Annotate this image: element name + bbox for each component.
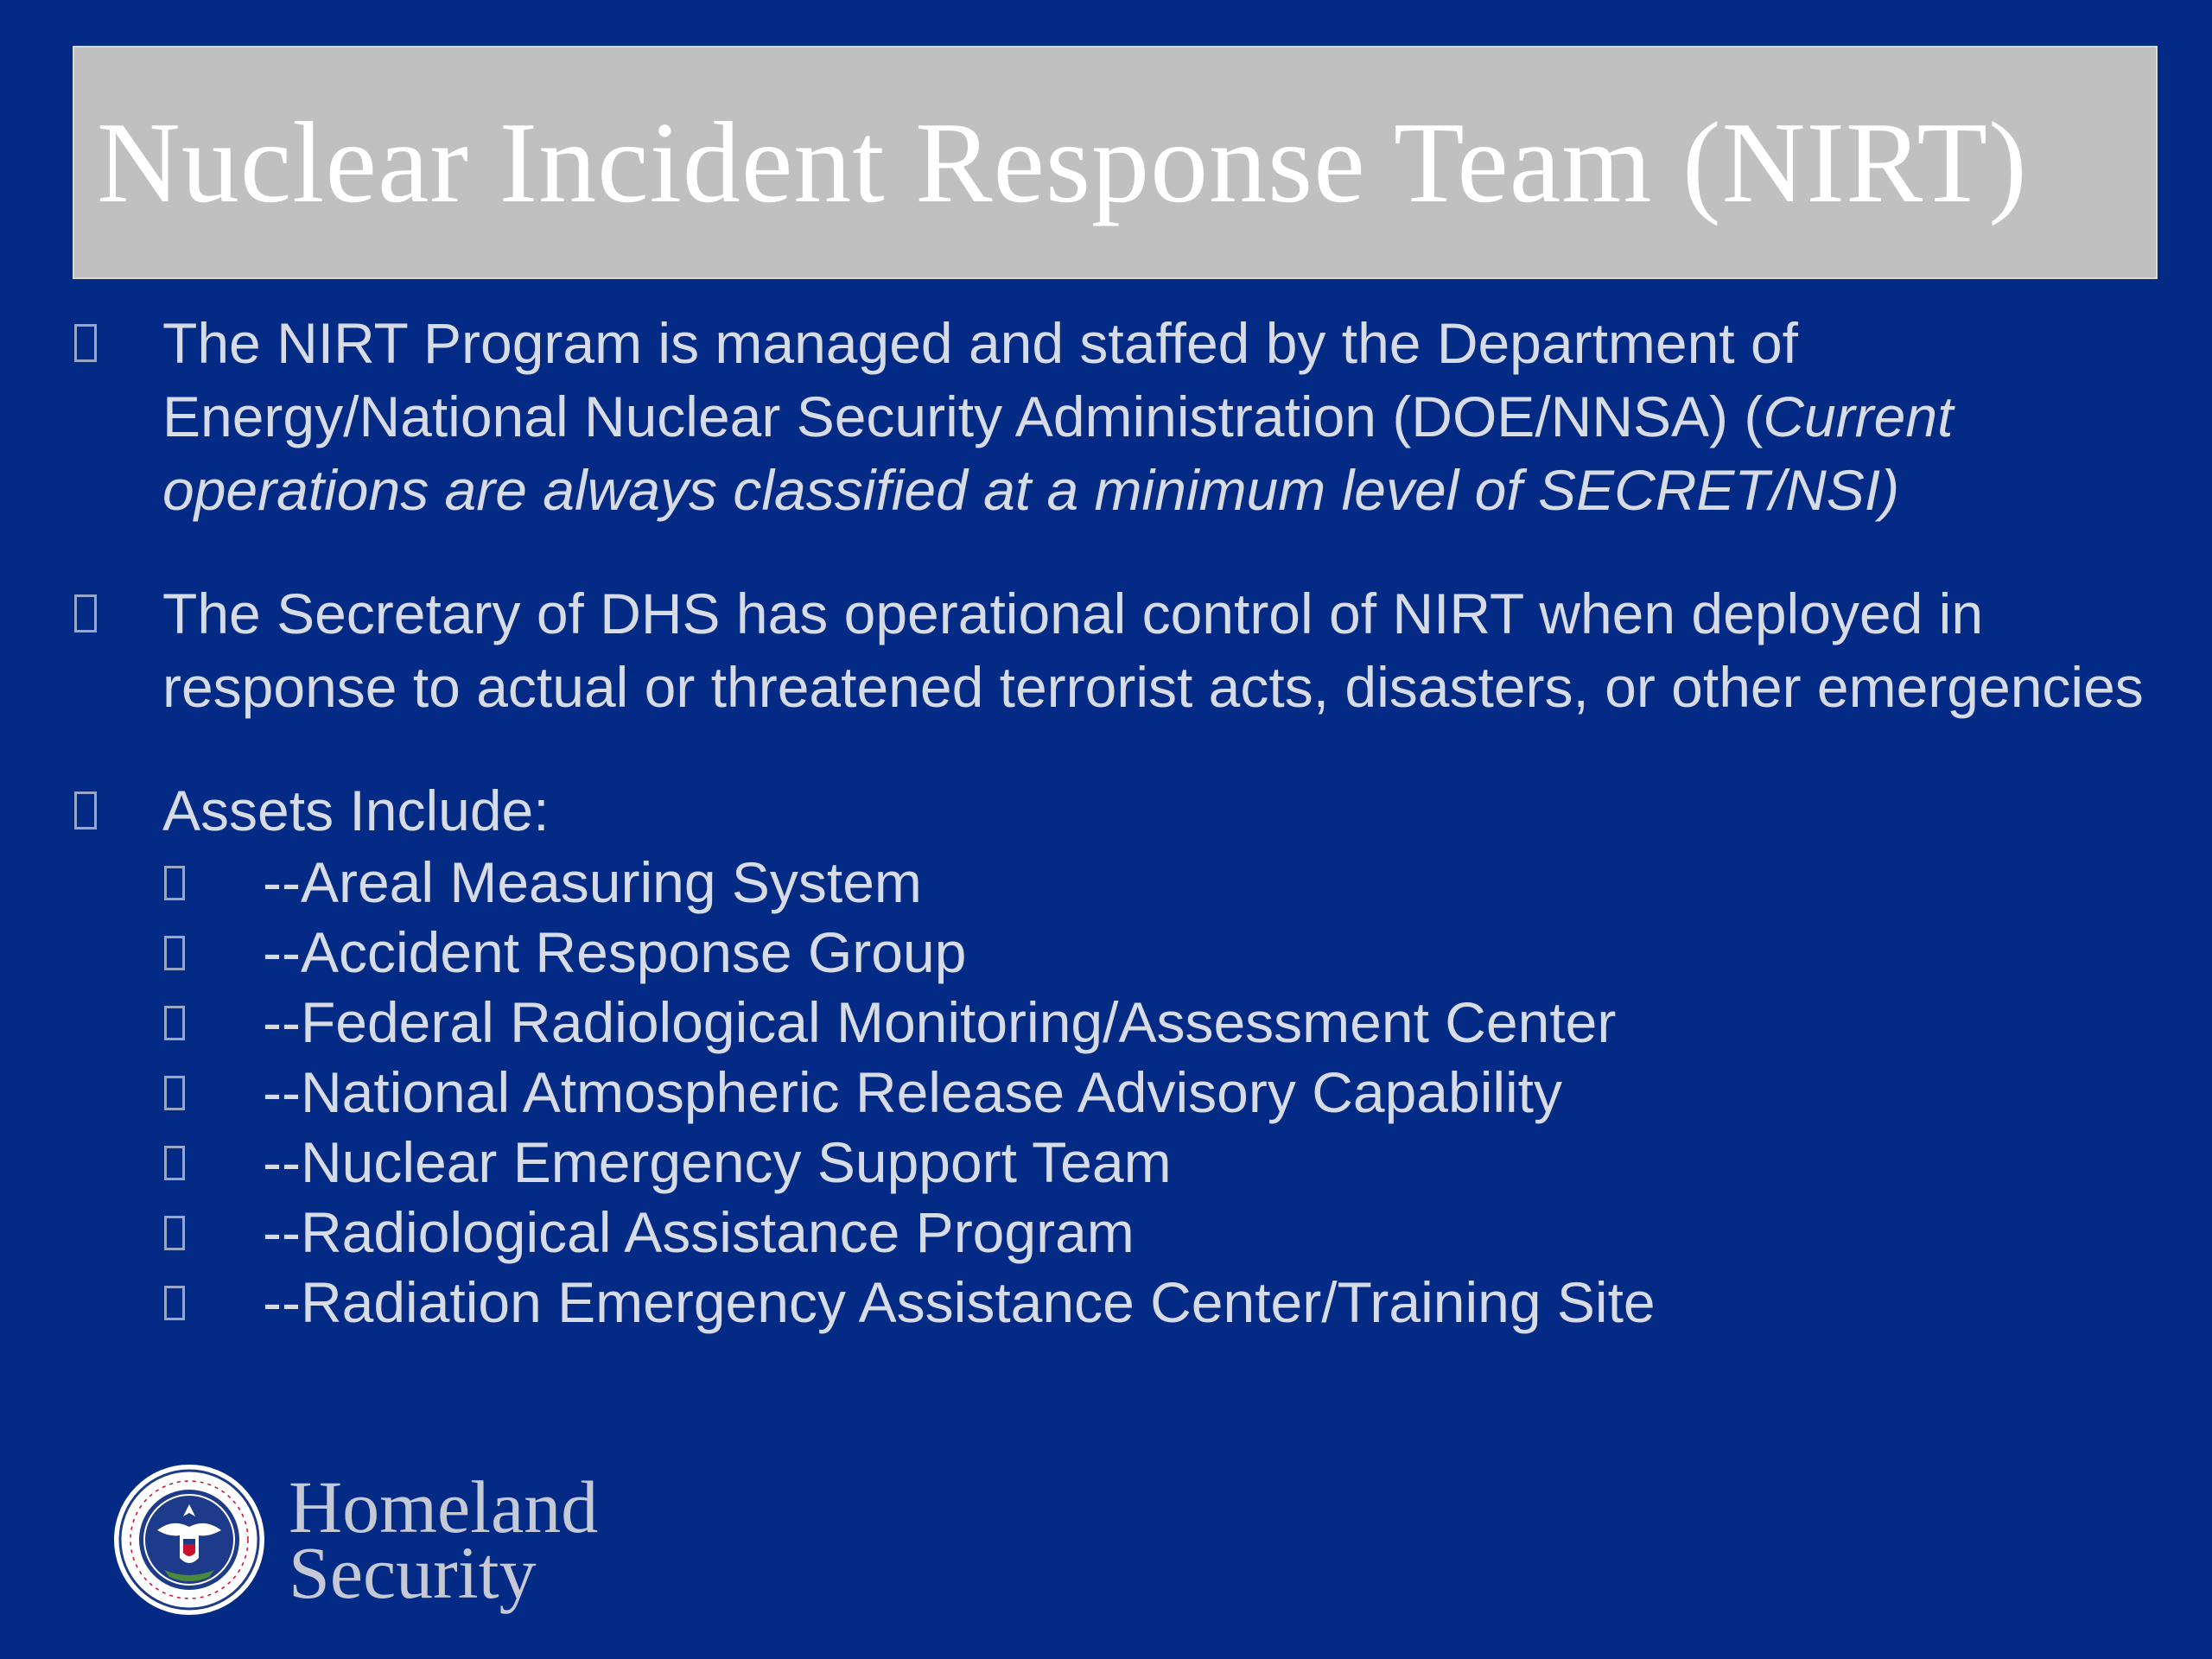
bullet-marker-icon <box>164 936 185 970</box>
bullet-marker-icon <box>164 866 185 900</box>
list-item-text: --Areal Measuring System <box>263 850 922 914</box>
list-item <box>164 1198 2148 1268</box>
list-item-text: --Radiological Assistance Program <box>263 1200 1135 1264</box>
bullet-text: The Secretary of DHS has operational control of NIRT when deployed in response to actual or threatened terrorist acts, disasters, or other emergencies <box>162 582 2144 719</box>
bullet-marker-icon <box>164 1216 185 1250</box>
list-item-text: --National Atmospheric Release Advisory Capability <box>263 1060 1563 1124</box>
list-item <box>164 988 2148 1058</box>
list-item-text: --Accident Response Group <box>263 920 967 984</box>
list-item <box>164 1058 2148 1128</box>
list-item-text: --Nuclear Emergency Support Team <box>263 1130 1172 1194</box>
list-item-text: --Federal Radiological Monitoring/Assessment Center <box>263 990 1617 1054</box>
brand-line-1: Homeland <box>289 1465 599 1548</box>
bullet-item <box>74 577 2148 724</box>
bullet-italic-text: Current operations are always classified at a minimum level of SECRET/NSI) <box>162 385 1954 522</box>
bullet-marker-icon <box>164 1146 185 1180</box>
bullet-marker-icon <box>74 324 97 362</box>
bullet-marker-icon <box>164 1286 185 1320</box>
title-box <box>73 46 2158 279</box>
bullet-item <box>74 774 2148 1338</box>
list-item <box>164 848 2148 918</box>
list-item-text: --Radiation Emergency Assistance Center/Training Site <box>263 1270 1656 1334</box>
brand-line-2: Security <box>289 1531 537 1614</box>
list-item <box>164 1268 2148 1338</box>
bullet-text: Assets Include: <box>162 779 550 842</box>
bullet-marker-icon <box>164 1006 185 1040</box>
bullet-text: The NIRT Program is managed and staffed by the Department of Energy/National Nuclear Security Administration (DOE/NNSA) ( <box>162 311 1799 448</box>
list-item <box>164 918 2148 988</box>
bullet-marker-icon <box>74 594 97 632</box>
dhs-logo <box>112 1463 598 1617</box>
slide-content <box>74 307 2148 1338</box>
list-item <box>164 1128 2148 1198</box>
brand-name <box>289 1465 599 1614</box>
bullet-item <box>74 307 2148 527</box>
bullet-marker-icon <box>164 1076 185 1110</box>
slide-title: Nuclear Incident Response Team (NIRT) <box>97 99 2028 226</box>
bullet-marker-icon <box>74 791 97 830</box>
assets-list <box>162 848 2148 1338</box>
dhs-seal-icon <box>112 1463 266 1617</box>
